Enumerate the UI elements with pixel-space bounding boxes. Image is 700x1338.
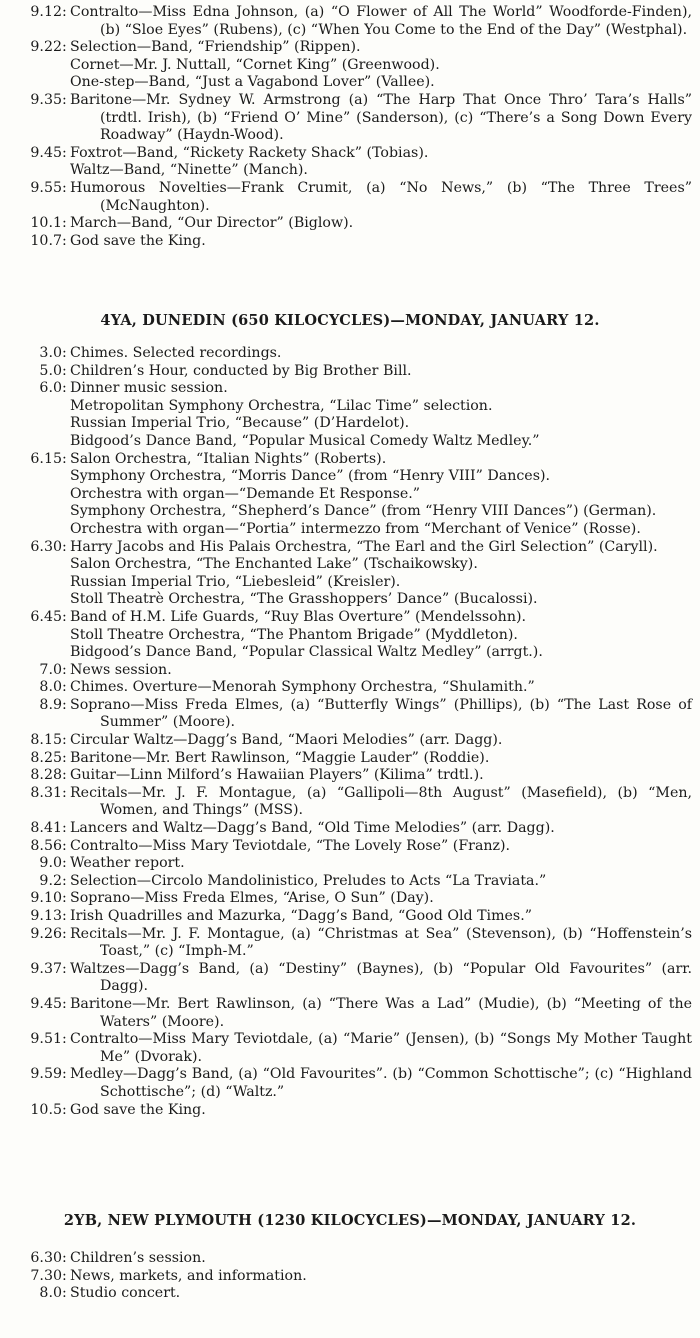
entry-text: Baritone—Mr. Bert Rawlinson, “Maggie Lauder” (Roddie). xyxy=(70,749,490,766)
entry-subline: Stoll Theatrè Orchestra, “The Grasshoppers’ Dance” (Bucalossi). xyxy=(70,591,538,608)
schedule-entry: 9.45 : Baritone—Mr. Bert Rawlinson, (a) “There Was a Lad” (Mudie), (b) “Meeting of the Waters” (Moore). xyxy=(0,996,700,1031)
entry-text: Dinner music session. xyxy=(70,380,228,397)
schedule-entry: 7.0 : News session. xyxy=(0,662,700,680)
schedule-entry: 10.7 : God save the King. xyxy=(0,233,700,251)
entry-text: Contralto—Miss Mary Teviotdale, “The Lovely Rose” (Franz). xyxy=(70,837,511,854)
entry-text: Contralto—Miss Mary Teviotdale, (a) “Marie” (Jensen), (b) “Songs My Mother Taught Me” (Dvorak). xyxy=(70,1031,692,1065)
schedule-entry: 6.15 : Salon Orchestra, “Italian Nights” (Roberts). Symphony Orchestra, “Morris Dance” (from “Henry VIII” Dances). Orchestra with organ—“Demande Et Response.” Symphony Orchestra, “Shepherd’s Dance” (from “Henry VIII Dances”) (German). Orchestra with organ—“Portia” intermezzo from “Merchant of Venice” (Rosse). xyxy=(0,451,700,539)
entry-text: Children’s Hour, conducted by Big Brother Bill. xyxy=(70,362,412,379)
section-heading-4ya-dunedin: 4YA, DUNEDIN (650 KILOCYCLES)—MONDAY, JANUARY 12. xyxy=(100,312,600,329)
entry-time: 9.2 xyxy=(39,872,62,889)
entry-time: 5.0 xyxy=(39,362,62,379)
entry-text: Lancers and Waltz—Dagg’s Band, “Old Time Melodies” (arr. Dagg). xyxy=(70,820,555,837)
entry-text: Weather report. xyxy=(70,855,185,872)
schedule-entry: 9.35 : Baritone—Mr. Sydney W. Armstrong (a) “The Harp That Once Thro’ Tara’s Halls” (trdtl. Irish), (b) “Friend O’ Mine” (Sanderson), (c) “There’s a Song Down Every Roadway” (Haydn-Wood). xyxy=(0,92,700,145)
entry-subline: Cornet—Mr. J. Nuttall, “Cornet King” (Greenwood). xyxy=(70,56,440,73)
entry-time: 10.5 xyxy=(30,1101,62,1118)
entry-subline: Russian Imperial Trio, “Because” (D’Hardelot). xyxy=(70,415,410,432)
entry-time: 7.30 xyxy=(30,1267,62,1284)
entry-time: 9.0 xyxy=(39,855,62,872)
schedule-entry: 6.30 : Children’s session. xyxy=(0,1250,700,1268)
entry-subline: Symphony Orchestra, “Shepherd’s Dance” (from “Henry VIII Dances”) (German). xyxy=(70,503,657,520)
entry-time: 8.31 xyxy=(30,784,62,801)
entry-text: Selection—Circolo Mandolinistico, Preludes to Acts “La Traviata.” xyxy=(70,872,547,889)
entry-text: Soprano—Miss Freda Elmes, (a) “Butterfly Wings” (Phillips), (b) “The Last Rose of Summer” (Moore). xyxy=(70,696,692,731)
entry-time: 6.0 xyxy=(39,380,62,397)
schedule-entry: 8.9 : Soprano—Miss Freda Elmes, (a) “Butterfly Wings” (Phillips), (b) “The Last Rose of Summer” (Moore). xyxy=(0,697,700,732)
entry-text: Circular Waltz—Dagg’s Band, “Maori Melodies” (arr. Dagg). xyxy=(70,732,503,749)
entry-subline: Waltz—Band, “Ninette” (Manch). xyxy=(70,162,308,179)
schedule-entry: 9.26 : Recitals—Mr. J. F. Montague, (a) “Christmas at Sea” (Stevenson), (b) “Hoffenstein’s Toast,” (c) “Imph-M.” xyxy=(0,926,700,961)
schedule-entry: 9.55 : Humorous Novelties—Frank Crumit, (a) “No News,” (b) “The Three Trees” (McNaughton). xyxy=(0,180,700,215)
entry-text: News, markets, and information. xyxy=(70,1267,307,1284)
entry-text: Contralto—Miss Edna Johnson, (a) “O Flower of All The World” Woodforde-Finden), (b) “Sloe Eyes” (Rubens), (c) “When You Come to the End of the Day” (Westphal). xyxy=(70,4,692,38)
schedule-entry: 9.13 : Irish Quadrilles and Mazurka, “Dagg’s Band, “Good Old Times.” xyxy=(0,908,700,926)
schedule-entry: 9.12 : Contralto—Miss Edna Johnson, (a) “O Flower of All The World” Woodforde-Finden), (b) “Sloe Eyes” (Rubens), (c) “When You Come to the End of the Day” (Westphal). xyxy=(0,4,700,39)
entry-text: Soprano—Miss Freda Elmes, “Arise, O Sun” (Day). xyxy=(70,890,434,907)
schedule-entry: 6.30 : Harry Jacobs and His Palais Orchestra, “The Earl and the Girl Selection” (Caryll). Salon Orchestra, “The Enchanted Lake” (Tschaikowsky). Russian Imperial Trio, “Liebesleid” (Kreisler). Stoll Theatrè Orchestra, “The Grasshoppers’ Dance” (Bucalossi). xyxy=(0,539,700,609)
entry-text: Studio concert. xyxy=(70,1285,181,1302)
schedule-entry: 8.56 : Contralto—Miss Mary Teviotdale, “The Lovely Rose” (Franz). xyxy=(0,838,700,856)
entry-text: Salon Orchestra, “Italian Nights” (Roberts). xyxy=(70,450,387,467)
entry-text: God save the King. xyxy=(70,232,206,249)
entry-text: Waltzes—Dagg’s Band, (a) “Destiny” (Baynes), (b) “Popular Old Favourites” (arr. Dagg). xyxy=(70,960,692,995)
entry-time: 8.9 xyxy=(39,696,62,713)
entry-time: 9.55 xyxy=(30,179,62,196)
entry-text: March—Band, “Our Director” (Biglow). xyxy=(70,215,354,232)
entry-time: 10.1 xyxy=(30,215,62,232)
schedule-entry: 8.0 : Studio concert. xyxy=(0,1285,700,1303)
entry-time: 8.41 xyxy=(30,820,62,837)
schedule-entry: 9.22 : Selection—Band, “Friendship” (Rippen). Cornet—Mr. J. Nuttall, “Cornet King” (Greenwood). One-step—Band, “Just a Vagabond Lover” (Vallee). xyxy=(0,39,700,92)
schedule-entry: 9.59 : Medley—Dagg’s Band, (a) “Old Favourites”. (b) “Common Schottische”; (c) “Highland Schottische”; (d) “Waltz.” xyxy=(0,1066,700,1101)
entry-text: Children’s session. xyxy=(70,1250,206,1266)
schedule-entry: 3.0 : Chimes. Selected recordings. xyxy=(0,345,700,363)
schedule-entry: 8.31 : Recitals—Mr. J. F. Montague, (a) “Gallipoli—8th August” (Masefield), (b) “Men, Women, and Things” (MSS). xyxy=(0,785,700,820)
entry-time: 10.7 xyxy=(30,232,62,249)
entry-time: 8.0 xyxy=(39,679,62,696)
entry-time: 9.37 xyxy=(30,960,62,977)
entry-time: 6.15 xyxy=(30,450,62,467)
schedule-entry: 8.25 : Baritone—Mr. Bert Rawlinson, “Maggie Lauder” (Roddie). xyxy=(0,750,700,768)
entry-text: Harry Jacobs and His Palais Orchestra, “The Earl and the Girl Selection” (Caryll). xyxy=(70,538,658,555)
entry-time: 6.30 xyxy=(30,538,62,555)
entry-time: 8.56 xyxy=(30,837,62,854)
entry-subline: Metropolitan Symphony Orchestra, “Lilac Time” selection. xyxy=(70,397,493,414)
entry-subline: Orchestra with organ—“Portia” intermezzo from “Merchant of Venice” (Rosse). xyxy=(70,520,641,537)
entry-text: Medley—Dagg’s Band, (a) “Old Favourites”. (b) “Common Schottische”; (c) “Highland Schottische”; (d) “Waltz.” xyxy=(70,1066,692,1100)
entry-time: 9.45 xyxy=(30,995,62,1012)
entry-subline: Russian Imperial Trio, “Liebesleid” (Kreisler). xyxy=(70,573,401,590)
entry-subline: Stoll Theatre Orchestra, “The Phantom Brigade” (Myddleton). xyxy=(70,626,518,643)
entry-subline: Bidgood’s Dance Band, “Popular Musical Comedy Waltz Medley.” xyxy=(70,432,540,449)
entry-subline: Orchestra with organ—“Demande Et Response.” xyxy=(70,485,421,502)
entry-text: Irish Quadrilles and Mazurka, “Dagg’s Band, “Good Old Times.” xyxy=(70,908,532,924)
schedule-entry: 9.10 : Soprano—Miss Freda Elmes, “Arise, O Sun” (Day). xyxy=(0,890,700,908)
entry-text: Selection—Band, “Friendship” (Rippen). xyxy=(70,39,361,56)
entry-text: News session. xyxy=(70,661,172,678)
entry-subline: Bidgood’s Dance Band, “Popular Classical Waltz Medley” (arrgt.). xyxy=(70,644,543,661)
entry-subline: One-step—Band, “Just a Vagabond Lover” (Vallee). xyxy=(70,74,435,91)
entry-time: 9.22 xyxy=(30,39,62,56)
entry-text: Recitals—Mr. J. F. Montague, (a) “Gallipoli—8th August” (Masefield), (b) “Men, Women, and Things” (MSS). xyxy=(70,784,692,819)
entry-time: 8.25 xyxy=(30,749,62,766)
schedule-entry: 8.28 : Guitar—Linn Milford’s Hawaiian Players” (Kilima” trdtl.). xyxy=(0,767,700,785)
schedule-entry: 9.2 : Selection—Circolo Mandolinistico, Preludes to Acts “La Traviata.” xyxy=(0,873,700,891)
entry-text: Baritone—Mr. Bert Rawlinson, (a) “There Was a Lad” (Mudie), (b) “Meeting of the Waters” (Moore). xyxy=(70,995,692,1030)
entry-text: Chimes. Overture—Menorah Symphony Orchestra, “Shulamith.” xyxy=(70,679,535,696)
entry-text: Band of H.M. Life Guards, “Ruy Blas Overture” (Mendelssohn). xyxy=(70,608,527,625)
entry-time: 9.45 xyxy=(30,144,62,161)
schedule-entry: 6.45 : Band of H.M. Life Guards, “Ruy Blas Overture” (Mendelssohn). Stoll Theatre Orchestra, “The Phantom Brigade” (Myddleton). Bidgood’s Dance Band, “Popular Classical Waltz Medley” (arrgt.). xyxy=(0,609,700,662)
entry-text: God save the King. xyxy=(70,1101,206,1118)
section-1-schedule xyxy=(0,4,700,250)
entry-time: 9.13 xyxy=(30,908,62,924)
entry-time: 6.30 xyxy=(30,1250,62,1266)
entry-time: 8.0 xyxy=(39,1285,62,1302)
schedule-entry: 10.5 : God save the King. xyxy=(0,1102,700,1120)
entry-time: 9.10 xyxy=(30,890,62,907)
entry-time: 9.51 xyxy=(30,1031,62,1048)
section-3-schedule xyxy=(0,1250,700,1303)
entry-time: 9.35 xyxy=(30,91,62,108)
schedule-entry: 9.0 : Weather report. xyxy=(0,855,700,873)
entry-time: 3.0 xyxy=(39,345,62,361)
schedule-entry: 9.45 : Foxtrot—Band, “Rickety Rackety Shack” (Tobias). Waltz—Band, “Ninette” (Manch). xyxy=(0,145,700,180)
entry-text: Chimes. Selected recordings. xyxy=(70,345,282,361)
section-2-schedule xyxy=(0,345,700,1119)
section-heading-2yb-new-plymouth: 2YB, NEW PLYMOUTH (1230 KILOCYCLES)—MONDAY, JANUARY 12. xyxy=(63,1212,637,1229)
entry-text: Guitar—Linn Milford’s Hawaiian Players” (Kilima” trdtl.). xyxy=(70,767,484,784)
schedule-entry: 7.30 : News, markets, and information. xyxy=(0,1268,700,1286)
entry-text: Foxtrot—Band, “Rickety Rackety Shack” (Tobias). xyxy=(70,144,429,161)
schedule-entry: 9.51 : Contralto—Miss Mary Teviotdale, (a) “Marie” (Jensen), (b) “Songs My Mother Taught Me” (Dvorak). xyxy=(0,1031,700,1066)
entry-time: 6.45 xyxy=(30,608,62,625)
entry-time: 8.28 xyxy=(30,767,62,784)
schedule-entry: 8.15 : Circular Waltz—Dagg’s Band, “Maori Melodies” (arr. Dagg). xyxy=(0,732,700,750)
schedule-entry: 5.0 : Children’s Hour, conducted by Big Brother Bill. xyxy=(0,363,700,381)
entry-subline: Symphony Orchestra, “Morris Dance” (from “Henry VIII” Dances). xyxy=(70,468,551,485)
schedule-entry: 8.0 : Chimes. Overture—Menorah Symphony Orchestra, “Shulamith.” xyxy=(0,679,700,697)
entry-text: Humorous Novelties—Frank Crumit, (a) “No News,” (b) “The Three Trees” (McNaughton). xyxy=(70,179,692,214)
entry-time: 9.26 xyxy=(30,925,62,942)
schedule-entry: 6.0 : Dinner music session. Metropolitan Symphony Orchestra, “Lilac Time” selection. Russian Imperial Trio, “Because” (D’Hardelot). Bidgood’s Dance Band, “Popular Musical Comedy Waltz Medley.” xyxy=(0,380,700,450)
entry-time: 7.0 xyxy=(39,661,62,678)
schedule-entry: 10.1 : March—Band, “Our Director” (Biglow). xyxy=(0,215,700,233)
schedule-entry: 9.37 : Waltzes—Dagg’s Band, (a) “Destiny” (Baynes), (b) “Popular Old Favourites” (arr. Dagg). xyxy=(0,961,700,996)
entry-subline: Salon Orchestra, “The Enchanted Lake” (Tschaikowsky). xyxy=(70,556,478,573)
entry-time: 8.15 xyxy=(30,732,62,749)
entry-text: Recitals—Mr. J. F. Montague, (a) “Christmas at Sea” (Stevenson), (b) “Hoffenstein’s Toast,” (c) “Imph-M.” xyxy=(70,925,692,960)
entry-text: Baritone—Mr. Sydney W. Armstrong (a) “The Harp That Once Thro’ Tara’s Halls” (trdtl. Irish), (b) “Friend O’ Mine” (Sanderson), (c) “There’s a Song Down Every Roadway” (Haydn-Wood). xyxy=(70,91,692,144)
entry-time: 9.12 xyxy=(30,4,62,20)
entry-time: 9.59 xyxy=(30,1066,62,1083)
schedule-entry: 8.41 : Lancers and Waltz—Dagg’s Band, “Old Time Melodies” (arr. Dagg). xyxy=(0,820,700,838)
